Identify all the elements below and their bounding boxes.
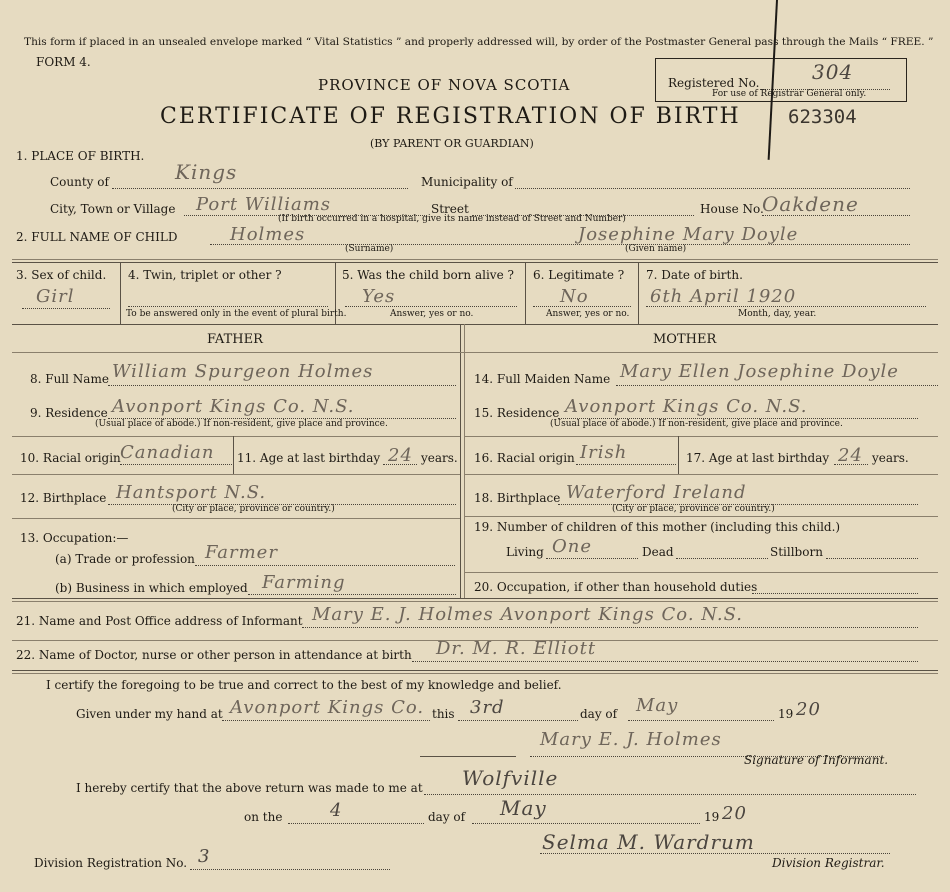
registrar-statement: I hereby certify that the above return was made to me at [76,781,423,795]
child-surname: Holmes [230,224,306,245]
mother-birthplace-value: Waterford Ireland [566,482,747,503]
father-birthplace-label: 12. Birthplace [20,491,107,505]
father-residence-label: 9. Residence [30,406,108,420]
stillborn-label: Stillborn [770,545,823,559]
legitimate-value: No [560,286,589,307]
father-age-label: 11. Age at last birthday [237,451,381,465]
mother-age-value: 24 [838,445,863,466]
informant-signature-label: Signature of Informant. [744,753,889,767]
mother-birthplace-label: 18. Birthplace [474,491,561,505]
place-of-birth-label: 1. PLACE OF BIRTH. [16,149,145,163]
house-value: Oakdene [762,192,859,216]
father-years-label: years. [421,451,458,465]
given-name-label: (Given name) [625,244,687,254]
alive-value: Yes [362,286,396,307]
living-label: Living [506,545,544,559]
registered-value: 304 [812,60,854,84]
dead-label: Dead [642,545,674,559]
father-name-value: William Spurgeon Holmes [112,361,374,382]
business-value: Farming [262,572,346,593]
mother-birthplace-note: (City or place, province or country.) [612,504,775,514]
father-racial-value: Canadian [120,442,215,463]
father-birthplace-value: Hantsport N.S. [116,482,267,503]
legitimate-note: Answer, yes or no. [546,309,630,319]
doctor-label: 22. Name of Doctor, nurse or other person in attendance at birth [16,648,412,662]
registrar-day-of-label: day of [428,810,466,824]
mother-racial-value: Irish [580,442,628,463]
registrar-day-value: 4 [330,800,343,821]
on-the-label: on the [244,810,283,824]
legitimate-label: 6. Legitimate ? [533,268,625,282]
house-label: House No. [700,202,764,216]
father-age-value: 24 [388,445,413,466]
alive-label: 5. Was the child born alive ? [342,268,514,282]
alive-note: Answer, yes or no. [390,309,474,319]
mother-occupation-label: 20. Occupation, if other than household duties [474,580,758,594]
twin-note: To be answered only in the event of plural birth. [126,309,347,319]
certification-statement: I certify the foregoing to be true and correct to the best of my knowledge and belief. [46,678,562,692]
sex-label: 3. Sex of child. [16,268,107,282]
registrar-signature: Selma M. Wardrum [542,830,755,854]
this-label: this [432,707,455,721]
father-name-label: 8. Full Name [30,372,109,386]
registrar-month-value: May [500,796,547,820]
business-label: (b) Business in which employed [55,581,248,595]
given-year-prefix: 19 [778,707,794,721]
mother-residence-note: (Usual place of abode.) If non-resident, give place and province. [550,419,843,429]
mother-racial-label: 16. Racial origin [474,451,575,465]
mother-age-label: 17. Age at last birthday [686,451,830,465]
children-count-label: 19. Number of children of this mother (including this child.) [474,520,841,534]
registrar-signature-label: Division Registrar. [772,856,885,870]
given-year-value: 20 [796,699,821,720]
surname-label: (Surname) [345,244,394,254]
given-month-value: May [636,695,679,716]
date-of-birth-value: 6th April 1920 [650,286,797,307]
father-residence-value: Avonport Kings Co. N.S. [112,396,355,417]
city-value: Port Williams [196,194,332,215]
father-residence-note: (Usual place of abode.) If non-resident, give place and province. [95,419,388,429]
registered-label: Registered No. [668,76,760,90]
father-racial-label: 10. Racial origin [20,451,121,465]
division-registration-label: Division Registration No. [34,856,188,870]
father-birthplace-note: (City or place, province or country.) [172,504,335,514]
given-day-value: 3rd [470,697,505,718]
stamp-number: 623304 [788,106,857,128]
mother-header: MOTHER [653,332,717,347]
county-value: Kings [175,160,238,184]
child-given-name: Josephine Mary Doyle [578,224,799,245]
trade-value: Farmer [205,542,278,563]
registrar-year-prefix: 19 [704,810,720,824]
mail-notice: This form if placed in an unsealed envelope marked “ Vital Statistics ” and properly addressed will, by order of the Postmaster General pass through the Mails “ FREE. ” [24,36,934,48]
mother-residence-value: Avonport Kings Co. N.S. [565,396,808,417]
registrar-year-value: 20 [722,803,747,824]
mother-name-value: Mary Ellen Josephine Doyle [620,361,899,382]
municipality-label: Municipality of [421,175,513,189]
living-value: One [552,536,593,557]
sex-value: Girl [36,286,75,307]
certificate-title: CERTIFICATE OF REGISTRATION OF BIRTH [160,104,741,129]
doctor-value: Dr. M. R. Elliott [436,638,597,659]
certificate-subtitle: (BY PARENT OR GUARDIAN) [370,137,534,150]
hospital-note: (If birth occurred in a hospital, give its name instead of Street and Number) [278,214,626,224]
mother-name-label: 14. Full Maiden Name [474,372,611,386]
informant-value: Mary E. J. Holmes Avonport Kings Co. N.S. [312,604,744,625]
mother-years-label: years. [872,451,909,465]
child-name-label: 2. FULL NAME OF CHILD [16,230,178,244]
informant-signature: Mary E. J. Holmes [540,729,722,750]
province-title: PROVINCE OF NOVA SCOTIA [318,76,571,94]
city-label: City, Town or Village [50,202,176,216]
father-occupation-label: 13. Occupation:— [20,531,129,545]
registrar-general-note: For use of Registrar General only. [712,89,867,99]
date-of-birth-label: 7. Date of birth. [646,268,743,282]
county-label: County of [50,175,109,189]
twin-label: 4. Twin, triplet or other ? [128,268,282,282]
given-place-value: Avonport Kings Co. [230,697,425,718]
trade-label: (a) Trade or profession [55,552,195,566]
date-of-birth-note: Month, day, year. [738,309,817,319]
informant-label: 21. Name and Post Office address of Informant [16,614,303,628]
father-header: FATHER [207,332,263,347]
form-number: FORM 4. [36,55,91,69]
day-of-label: day of [580,707,618,721]
registrar-place-value: Wolfville [462,766,559,790]
mother-residence-label: 15. Residence [474,406,560,420]
division-registration-value: 3 [198,846,211,867]
street-label: Street [431,202,469,216]
given-under-label: Given under my hand at [76,707,223,721]
